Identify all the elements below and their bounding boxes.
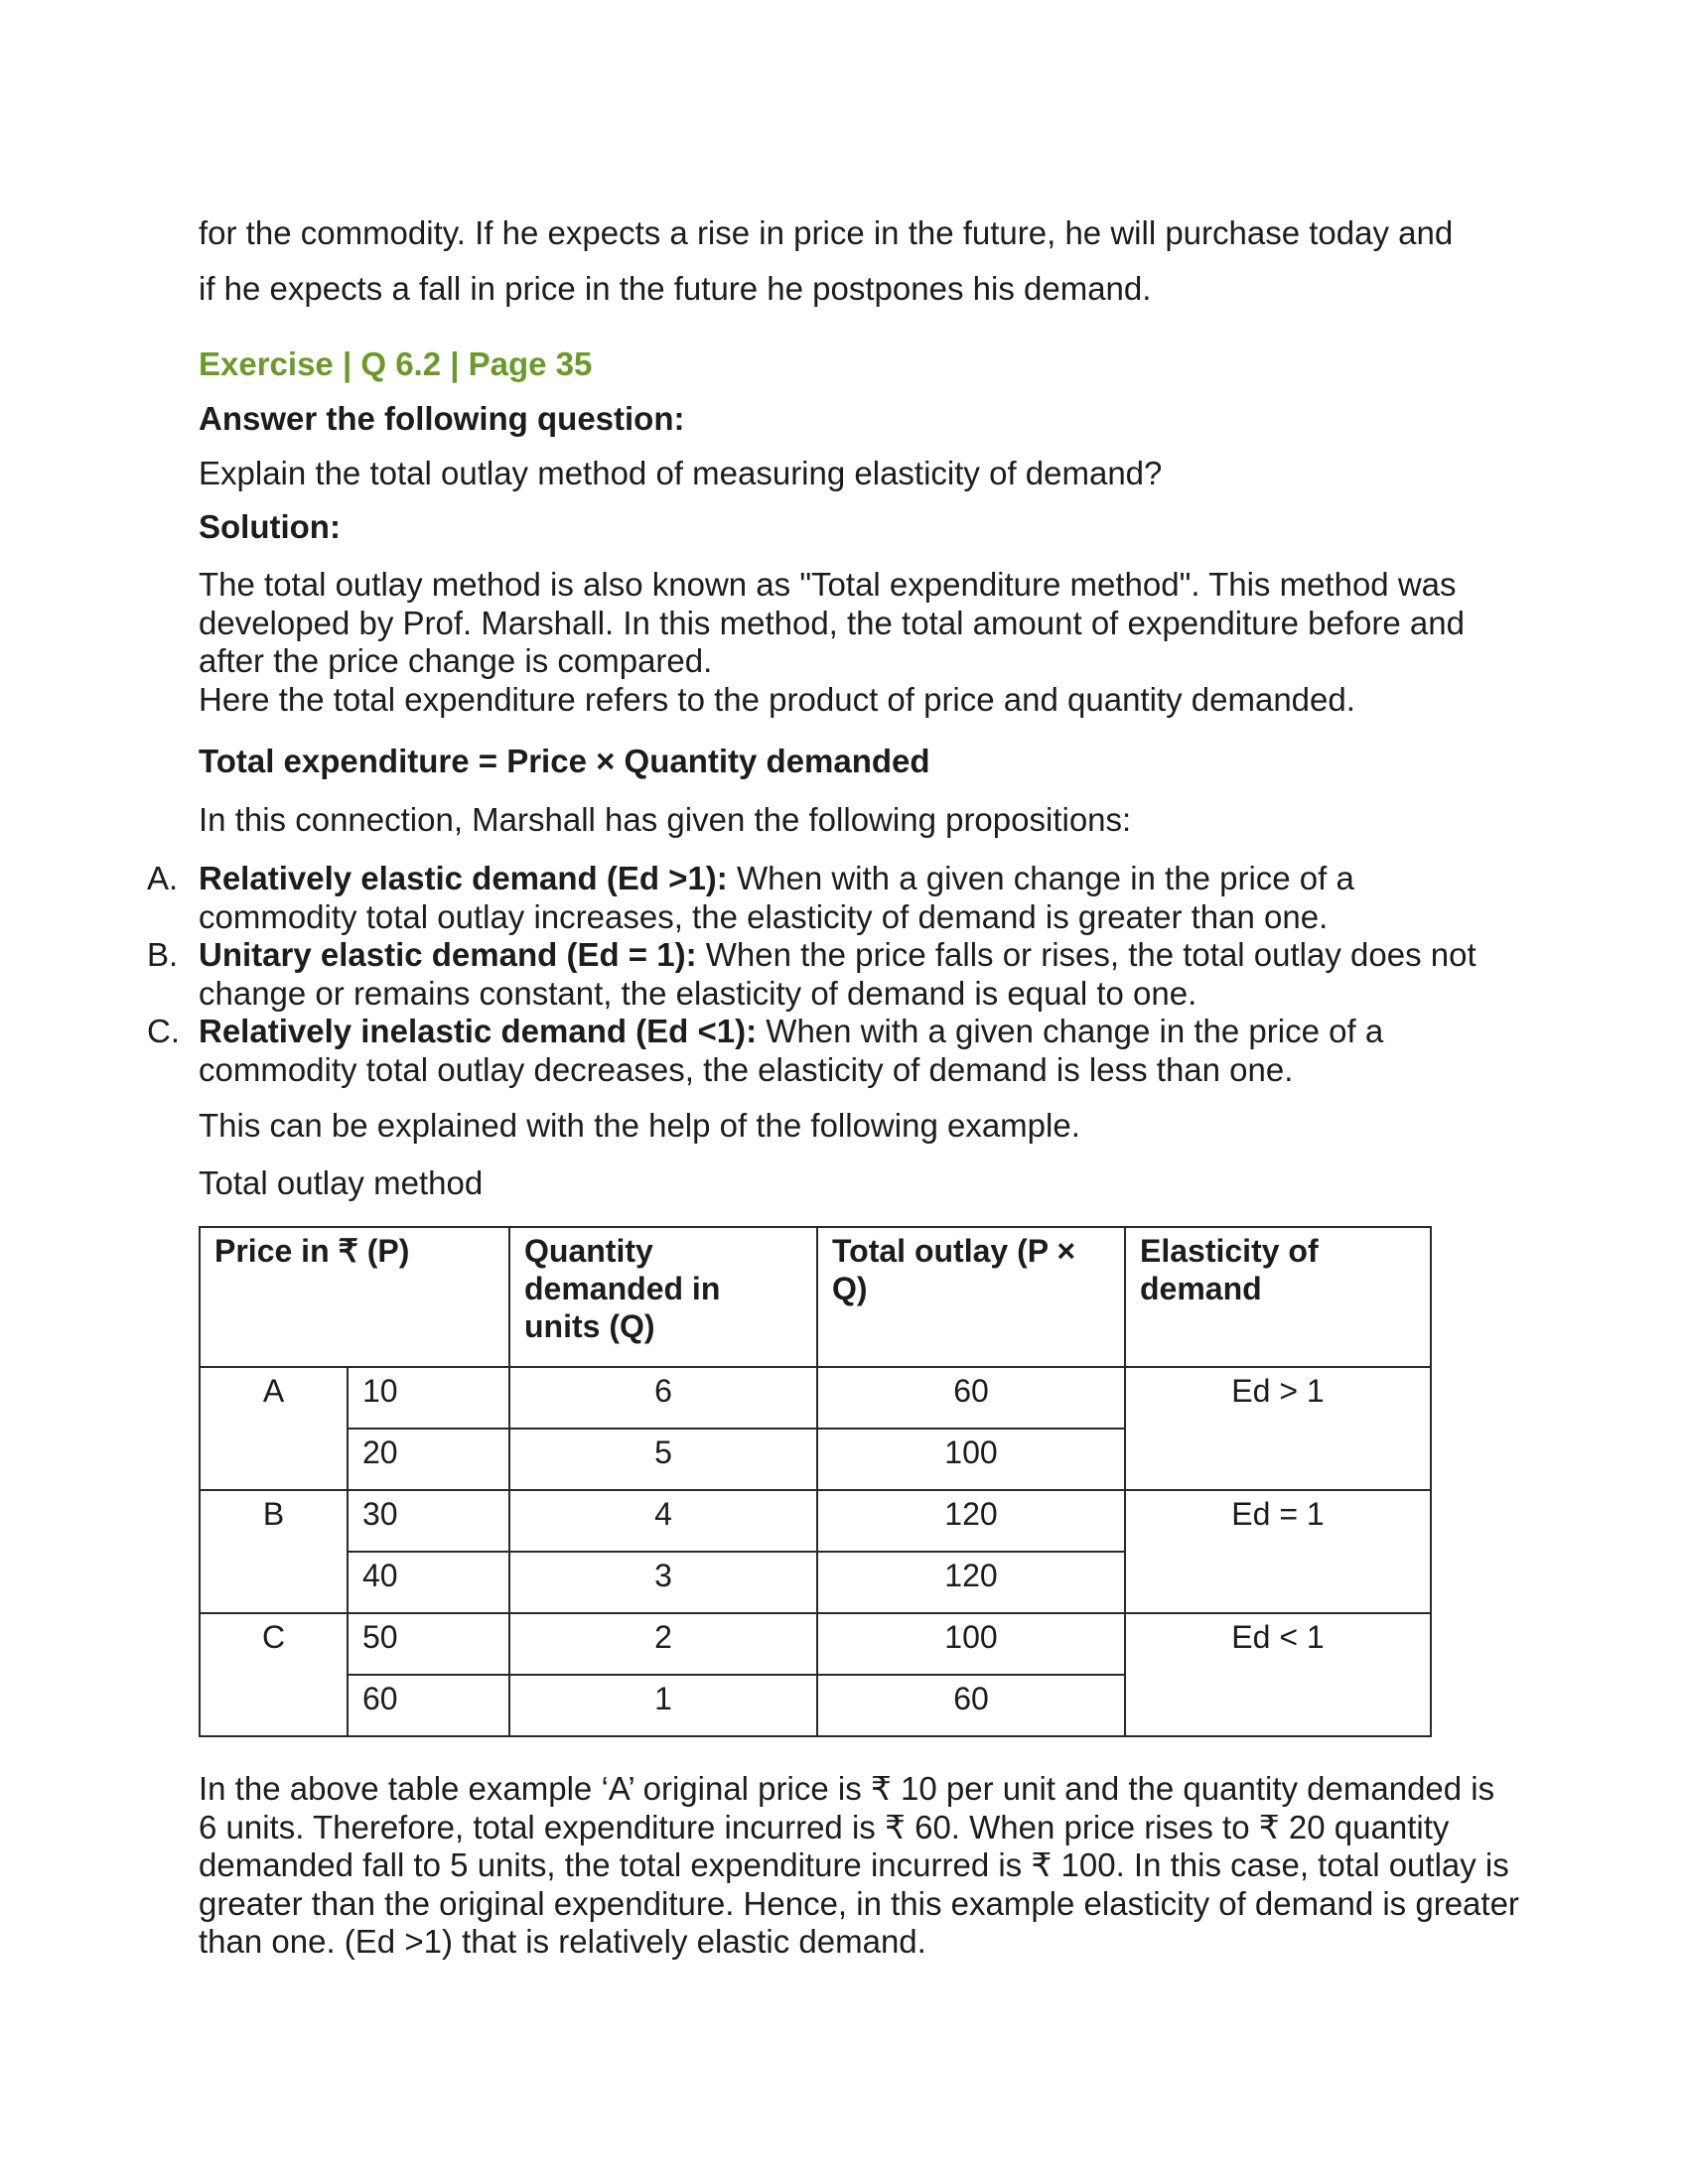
header-total-outlay: Total outlay (P × Q) <box>817 1227 1125 1367</box>
proposition-text: When the price falls or rises, the total outlay does not change or remains constant, the elasticity of demand is equal to one. <box>199 936 1477 1012</box>
quantity-cell: 6 <box>509 1367 817 1429</box>
solution-paragraph-text: The total outlay method is also known as "Total expenditure method". This method was developed by Prof. Marshall. In this method, the total amount of expenditure before and after the price change is compared. <box>199 566 1465 679</box>
price-cell: 20 <box>348 1429 509 1490</box>
list-marker: B. <box>147 936 179 973</box>
propositions-list <box>147 860 1519 1089</box>
question-text: Explain the total outlay method of measuring elasticity of demand? <box>199 455 1163 491</box>
price-cell: 30 <box>348 1490 509 1552</box>
proposition-term: Unitary elastic demand (Ed = 1): <box>199 936 697 973</box>
exercise-reference-link[interactable]: Exercise | Q 6.2 | Page 35 <box>199 345 593 382</box>
elasticity-cell: Ed < 1 <box>1125 1613 1431 1736</box>
quantity-cell: 3 <box>509 1552 817 1613</box>
proposition-term: Relatively elastic demand (Ed >1): <box>199 860 728 896</box>
elasticity-cell: Ed > 1 <box>1125 1367 1431 1490</box>
solution-paragraph-text-2: Here the total expenditure refers to the product of price and quantity demanded. <box>199 680 1355 718</box>
table-caption: Total outlay method <box>199 1164 484 1201</box>
solution-paragraph <box>199 566 1519 719</box>
intro-line-2: if he expects a fall in price in the future he postpones his demand. <box>199 270 1152 307</box>
table-row <box>200 1490 1431 1552</box>
list-marker: A. <box>147 860 179 896</box>
quantity-cell: 4 <box>509 1490 817 1552</box>
proposition-c <box>147 1013 1519 1089</box>
outlay-cell: 120 <box>817 1490 1125 1552</box>
formula: Total expenditure = Price × Quantity demanded <box>199 743 930 779</box>
group-label: C <box>200 1613 348 1736</box>
conclusion-paragraph: In the above table example ‘A’ original price is ₹ 10 per unit and the quantity demanded is 6 units. Therefore, total expenditure incurred is ₹ 60. When price rises to ₹ 20 quantity demanded fall to 5 units, the total expenditure incurred is ₹ 100. In this case, total outlay is greater than the original expenditure. Hence, in this example elasticity of demand is greater than one. (Ed >1) that is relatively elastic demand. <box>199 1770 1519 1960</box>
price-cell: 40 <box>348 1552 509 1613</box>
header-elasticity: Elasticity of demand <box>1125 1227 1431 1367</box>
outlay-cell: 120 <box>817 1552 1125 1613</box>
solution-label: Solution: <box>199 508 341 545</box>
intro-line-1: for the commodity. If he expects a rise in price in the future, he will purchase today and <box>199 214 1454 251</box>
quantity-cell: 5 <box>509 1429 817 1490</box>
list-marker: C. <box>147 1013 180 1049</box>
elasticity-cell: Ed = 1 <box>1125 1490 1431 1613</box>
propositions-intro: In this connection, Marshall has given the following propositions: <box>199 801 1132 838</box>
proposition-text: When with a given change in the price of a commodity total outlay decreases, the elasticity of demand is less than one. <box>199 1013 1384 1088</box>
proposition-b <box>147 936 1519 1013</box>
outlay-cell: 60 <box>817 1675 1125 1736</box>
total-outlay-table <box>199 1226 1432 1737</box>
header-price: Price in ₹ (P) <box>200 1227 509 1367</box>
outlay-cell: 60 <box>817 1367 1125 1429</box>
quantity-cell: 1 <box>509 1675 817 1736</box>
header-quantity: Quantity demanded in units (Q) <box>509 1227 817 1367</box>
prompt-label: Answer the following question: <box>199 400 685 437</box>
example-intro: This can be explained with the help of the following example. <box>199 1107 1080 1144</box>
table-header-row <box>200 1227 1431 1367</box>
price-cell: 50 <box>348 1613 509 1675</box>
outlay-cell: 100 <box>817 1429 1125 1490</box>
proposition-a <box>147 860 1519 936</box>
outlay-cell: 100 <box>817 1613 1125 1675</box>
group-label: A <box>200 1367 348 1490</box>
quantity-cell: 2 <box>509 1613 817 1675</box>
price-cell: 10 <box>348 1367 509 1429</box>
group-label: B <box>200 1490 348 1613</box>
proposition-text: When with a given change in the price of a commodity total outlay increases, the elasticity of demand is greater than one. <box>199 860 1354 935</box>
table-row <box>200 1613 1431 1675</box>
price-cell: 60 <box>348 1675 509 1736</box>
table-row <box>200 1367 1431 1429</box>
proposition-term: Relatively inelastic demand (Ed <1): <box>199 1013 758 1049</box>
